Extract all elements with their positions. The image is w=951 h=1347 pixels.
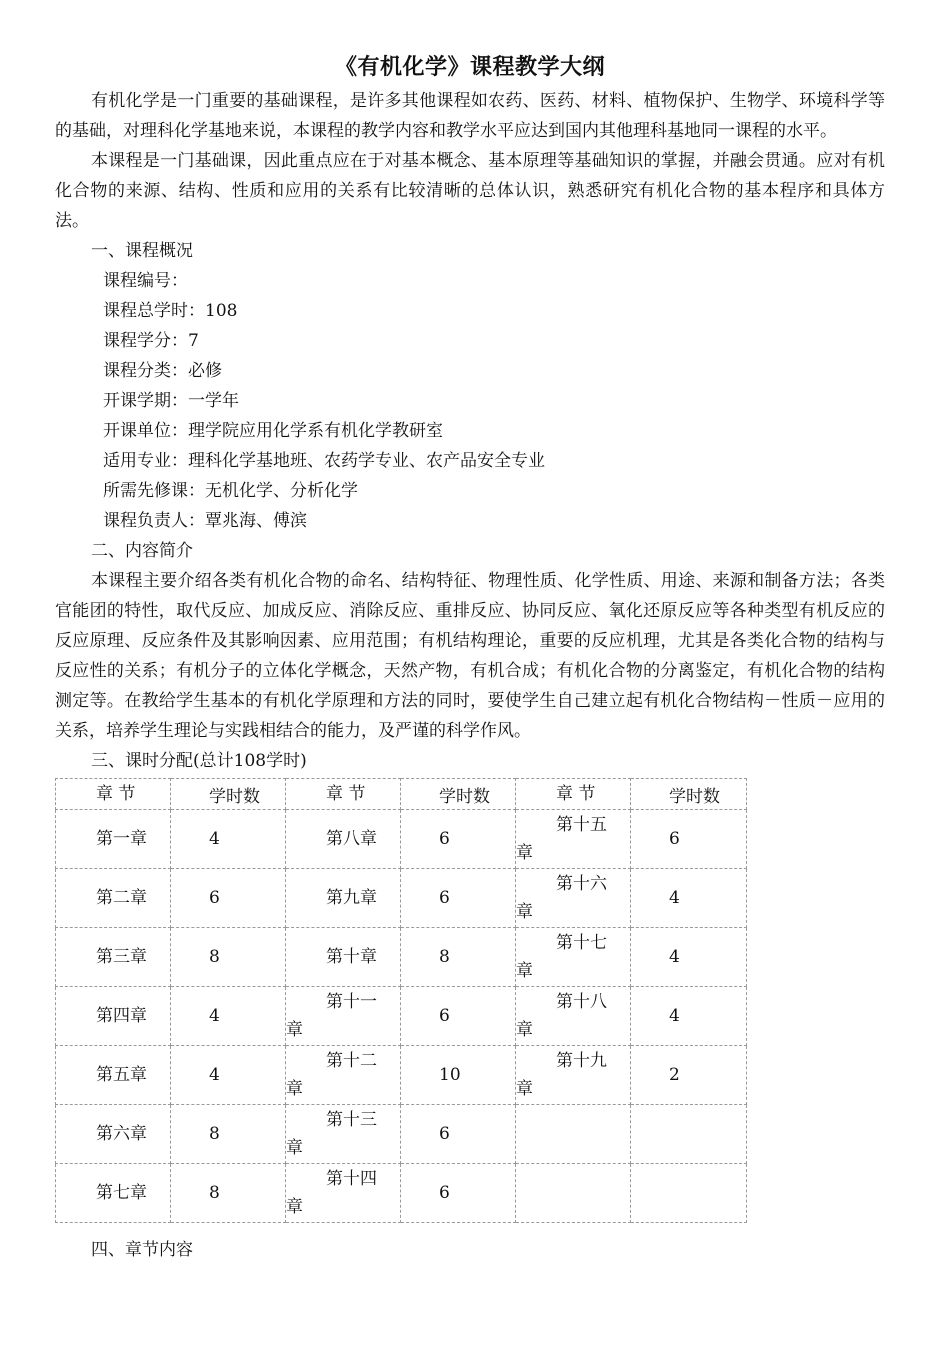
- hours-cell: [171, 987, 286, 1046]
- chapter-cell: [286, 1046, 401, 1105]
- chapter-label: 第十二: [326, 1051, 377, 1071]
- chapter-label: 第十章: [326, 947, 377, 967]
- hours-value: 6: [209, 888, 220, 908]
- chapter-label-wrap: 章: [516, 961, 533, 981]
- hours-value: 4: [669, 888, 680, 908]
- table-row: [56, 1164, 747, 1223]
- hours-value: 4: [669, 947, 680, 967]
- hours-cell: [631, 1105, 747, 1164]
- chapter-cell: [516, 810, 631, 869]
- hours-cell: [401, 1164, 516, 1223]
- hours-value: 6: [439, 829, 450, 849]
- chapter-label: 第十一: [326, 992, 377, 1012]
- hours-cell: [171, 1164, 286, 1223]
- hours-value: 8: [209, 947, 220, 967]
- section-3-heading: 三、课时分配(总计108学时): [91, 751, 307, 771]
- hours-cell: [171, 810, 286, 869]
- hours-value: 6: [439, 888, 450, 908]
- chapter-cell: [56, 810, 171, 869]
- chapter-label: 第八章: [326, 829, 377, 849]
- chapter-cell: [516, 1105, 631, 1164]
- chapter-label: 第九章: [326, 888, 377, 908]
- chapter-cell: [286, 869, 401, 928]
- hours-value: 6: [669, 829, 680, 849]
- hours-value: 8: [439, 947, 450, 967]
- hours-value: 6: [439, 1183, 450, 1203]
- chapter-cell: [56, 928, 171, 987]
- chapter-label: 第二章: [96, 888, 147, 908]
- chapter-label: 第一章: [96, 829, 147, 849]
- hours-value: 4: [209, 1006, 220, 1026]
- hours-value: 2: [669, 1065, 680, 1085]
- chapter-cell: [286, 1105, 401, 1164]
- chapter-cell: [516, 1046, 631, 1105]
- hours-cell: [401, 987, 516, 1046]
- hours-table: [55, 778, 747, 1223]
- table-row: [56, 1105, 747, 1164]
- hours-cell: [401, 1046, 516, 1105]
- chapter-label: 第十七: [556, 933, 607, 953]
- intro-paragraph-2: 本课程是一门基础课，因此重点应在于对基本概念、基本原理等基础知识的掌握，并融会贯通。应对有机化合物的来源、结构、性质和应用的关系有比较清晰的总体认识，熟悉研究有机化合物的基本程序和具体方法。: [55, 151, 885, 231]
- hours-value: 10: [439, 1065, 461, 1085]
- hours-cell: [631, 1046, 747, 1105]
- chapter-cell: [56, 987, 171, 1046]
- chapter-cell: [56, 1105, 171, 1164]
- hours-cell: [171, 869, 286, 928]
- hours-value: 4: [209, 829, 220, 849]
- chapter-label: 第三章: [96, 947, 147, 967]
- hours-value: 6: [439, 1124, 450, 1144]
- course-info-item: 所需先修课：无机化学、分析化学: [103, 481, 358, 501]
- hours-value: 8: [209, 1183, 220, 1203]
- course-info-item: 课程分类：必修: [103, 361, 222, 381]
- hours-value: 4: [669, 1006, 680, 1026]
- intro-paragraph-1: 有机化学是一门重要的基础课程，是许多其他课程如农药、医药、材料、植物保护、生物学、环境科学等的基础，对理科化学基地来说，本课程的教学内容和教学水平应达到国内其他理科基地同一课程的水平。: [55, 91, 885, 141]
- table-header-cell: 学时数: [171, 779, 286, 810]
- chapter-label: 第五章: [96, 1065, 147, 1085]
- chapter-label: 第六章: [96, 1124, 147, 1144]
- hours-cell: [401, 928, 516, 987]
- chapter-label: 第十六: [556, 874, 607, 894]
- hours-cell: [401, 869, 516, 928]
- table-header-cell: 章 节: [516, 779, 631, 810]
- course-info-item: 课程学分：7: [103, 331, 199, 351]
- hours-cell: [631, 928, 747, 987]
- table-row: [56, 810, 747, 869]
- hours-cell: [631, 1164, 747, 1223]
- chapter-label-wrap: 章: [516, 1020, 533, 1040]
- chapter-label-wrap: 章: [516, 843, 533, 863]
- table-header-cell: 章 节: [56, 779, 171, 810]
- chapter-label: 第七章: [96, 1183, 147, 1203]
- chapter-label-wrap: 章: [516, 902, 533, 922]
- table-header-cell: 学时数: [401, 779, 516, 810]
- chapter-label-wrap: 章: [286, 1079, 303, 1099]
- chapter-label-wrap: 章: [286, 1138, 303, 1158]
- table-row: [56, 987, 747, 1046]
- table-row: [56, 1046, 747, 1105]
- table-header-cell: 章 节: [286, 779, 401, 810]
- chapter-label: 第十九: [556, 1051, 607, 1071]
- chapter-label-wrap: 章: [516, 1079, 533, 1099]
- course-info-item: 课程编号：: [103, 271, 188, 291]
- chapter-label: 第四章: [96, 1006, 147, 1026]
- document-title: 《有机化学》课程教学大纲: [334, 54, 605, 80]
- hours-cell: [401, 810, 516, 869]
- hours-value: 4: [209, 1065, 220, 1085]
- chapter-cell: [56, 869, 171, 928]
- section-2-heading: 二、内容简介: [91, 541, 193, 561]
- hours-value: 8: [209, 1124, 220, 1144]
- chapter-cell: [516, 869, 631, 928]
- chapter-cell: [286, 987, 401, 1046]
- table-row: [56, 928, 747, 987]
- chapter-cell: [516, 1164, 631, 1223]
- hours-value: 6: [439, 1006, 450, 1026]
- chapter-label: 第十三: [326, 1110, 377, 1130]
- hours-cell: [631, 987, 747, 1046]
- chapter-cell: [56, 1046, 171, 1105]
- hours-cell: [631, 810, 747, 869]
- course-info-item: 开课学期：一学年: [103, 391, 239, 411]
- document-page: [55, 50, 885, 1265]
- chapter-cell: [56, 1164, 171, 1223]
- table-header-cell: 学时数: [631, 779, 747, 810]
- chapter-label-wrap: 章: [286, 1197, 303, 1217]
- course-info-list: [55, 266, 885, 536]
- hours-cell: [171, 1046, 286, 1105]
- course-info-item: 适用专业：理科化学基地班、农药学专业、农产品安全专业: [103, 451, 545, 471]
- hours-table-body: [56, 779, 747, 1223]
- section-1-heading: 一、课程概况: [91, 241, 193, 261]
- chapter-label: 第十四: [326, 1169, 377, 1189]
- chapter-label: 第十五: [556, 815, 607, 835]
- course-info-item: 课程总学时：108: [103, 301, 238, 321]
- hours-cell: [171, 928, 286, 987]
- table-header-row: [56, 779, 747, 810]
- course-info-item: 课程负责人：覃兆海、傅滨: [103, 511, 307, 531]
- chapter-cell: [516, 987, 631, 1046]
- table-row: [56, 869, 747, 928]
- course-info-item: 开课单位：理学院应用化学系有机化学教研室: [103, 421, 443, 441]
- hours-cell: [631, 869, 747, 928]
- hours-cell: [401, 1105, 516, 1164]
- content-summary-paragraph: 本课程主要介绍各类有机化合物的命名、结构特征、物理性质、化学性质、用途、来源和制备方法；各类官能团的特性，取代反应、加成反应、消除反应、重排反应、协同反应、氧化还原反应等各种类型有机反应的反应原理、反应条件及其影响因素、应用范围；有机结构理论，重要的反应机理，尤其是各类化合物的结构与反应性的关系；有机分子的立体化学概念，天然产物，有机合成；有机化合物的分离鉴定，有机化合物的结构测定等。在教给学生基本的有机化学原理和方法的同时，要使学生自己建立起有机化合物结构－性质－应用的关系，培养学生理论与实践相结合的能力，及严谨的科学作风。: [55, 571, 885, 741]
- chapter-label-wrap: 章: [286, 1020, 303, 1040]
- chapter-cell: [286, 928, 401, 987]
- chapter-cell: [516, 928, 631, 987]
- hours-cell: [171, 1105, 286, 1164]
- section-4-heading: 四、章节内容: [91, 1240, 193, 1260]
- chapter-cell: [286, 1164, 401, 1223]
- chapter-label: 第十八: [556, 992, 607, 1012]
- chapter-cell: [286, 810, 401, 869]
